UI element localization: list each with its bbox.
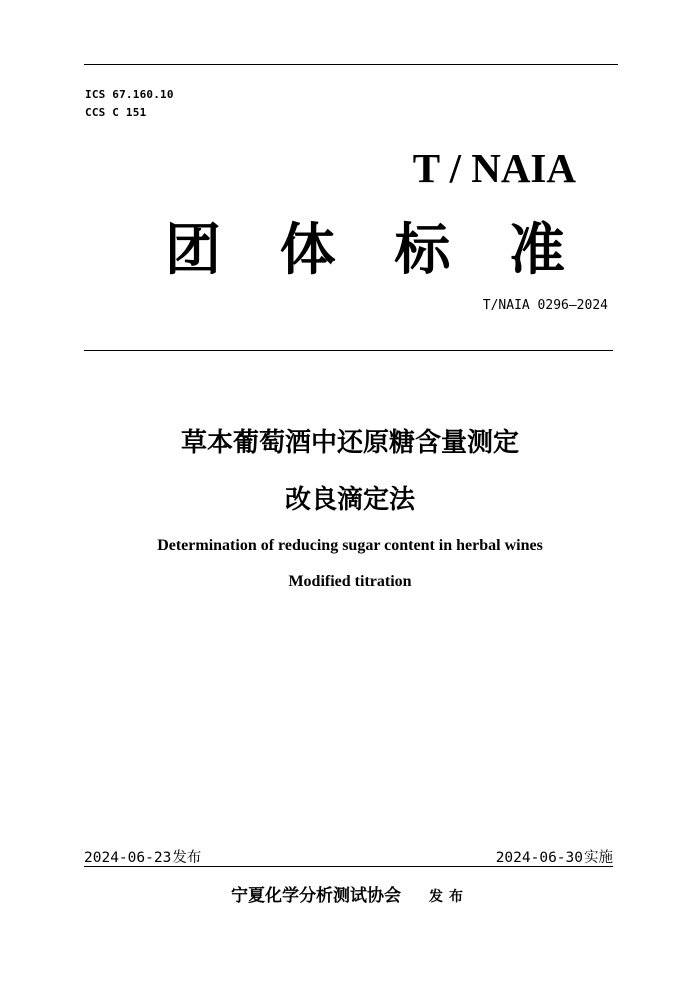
standard-type-char: 团 <box>165 218 221 283</box>
issue-date-block <box>84 848 201 868</box>
issue-label: 发布 <box>172 850 202 866</box>
implementation-date-block <box>496 848 613 868</box>
issue-date: 2024-06-23 <box>84 850 172 866</box>
ccs-code: CCS C 151 <box>85 106 147 119</box>
title-chinese-line1: 草本葡萄酒中还原糖含量测定 <box>180 428 519 458</box>
title-english-line1: Determination of reducing sugar content in herbal wines <box>157 537 543 554</box>
standard-type-char: 准 <box>508 218 565 283</box>
implementation-label: 实施 <box>584 850 613 866</box>
implementation-date: 2024-06-30 <box>495 850 583 866</box>
ics-code: ICS 67.160.10 <box>85 88 174 101</box>
header-rule <box>84 350 613 351</box>
standard-type-char: 标 <box>394 218 451 283</box>
publisher-line <box>0 884 700 909</box>
publisher-action: 发布 <box>429 889 469 905</box>
standard-type-heading <box>165 216 565 286</box>
top-rule <box>84 64 618 65</box>
standard-number: T/NAIA 0296—2024 <box>482 298 608 313</box>
organization-code: T / NAIA <box>412 145 576 191</box>
title-chinese-line2: 改良滴定法 <box>284 485 415 515</box>
title-english-line2: Modified titration <box>288 573 412 590</box>
standard-type-char: 体 <box>279 218 336 283</box>
publisher-name: 宁夏化学分析测试协会 <box>231 886 401 906</box>
footer-rule <box>84 866 613 867</box>
